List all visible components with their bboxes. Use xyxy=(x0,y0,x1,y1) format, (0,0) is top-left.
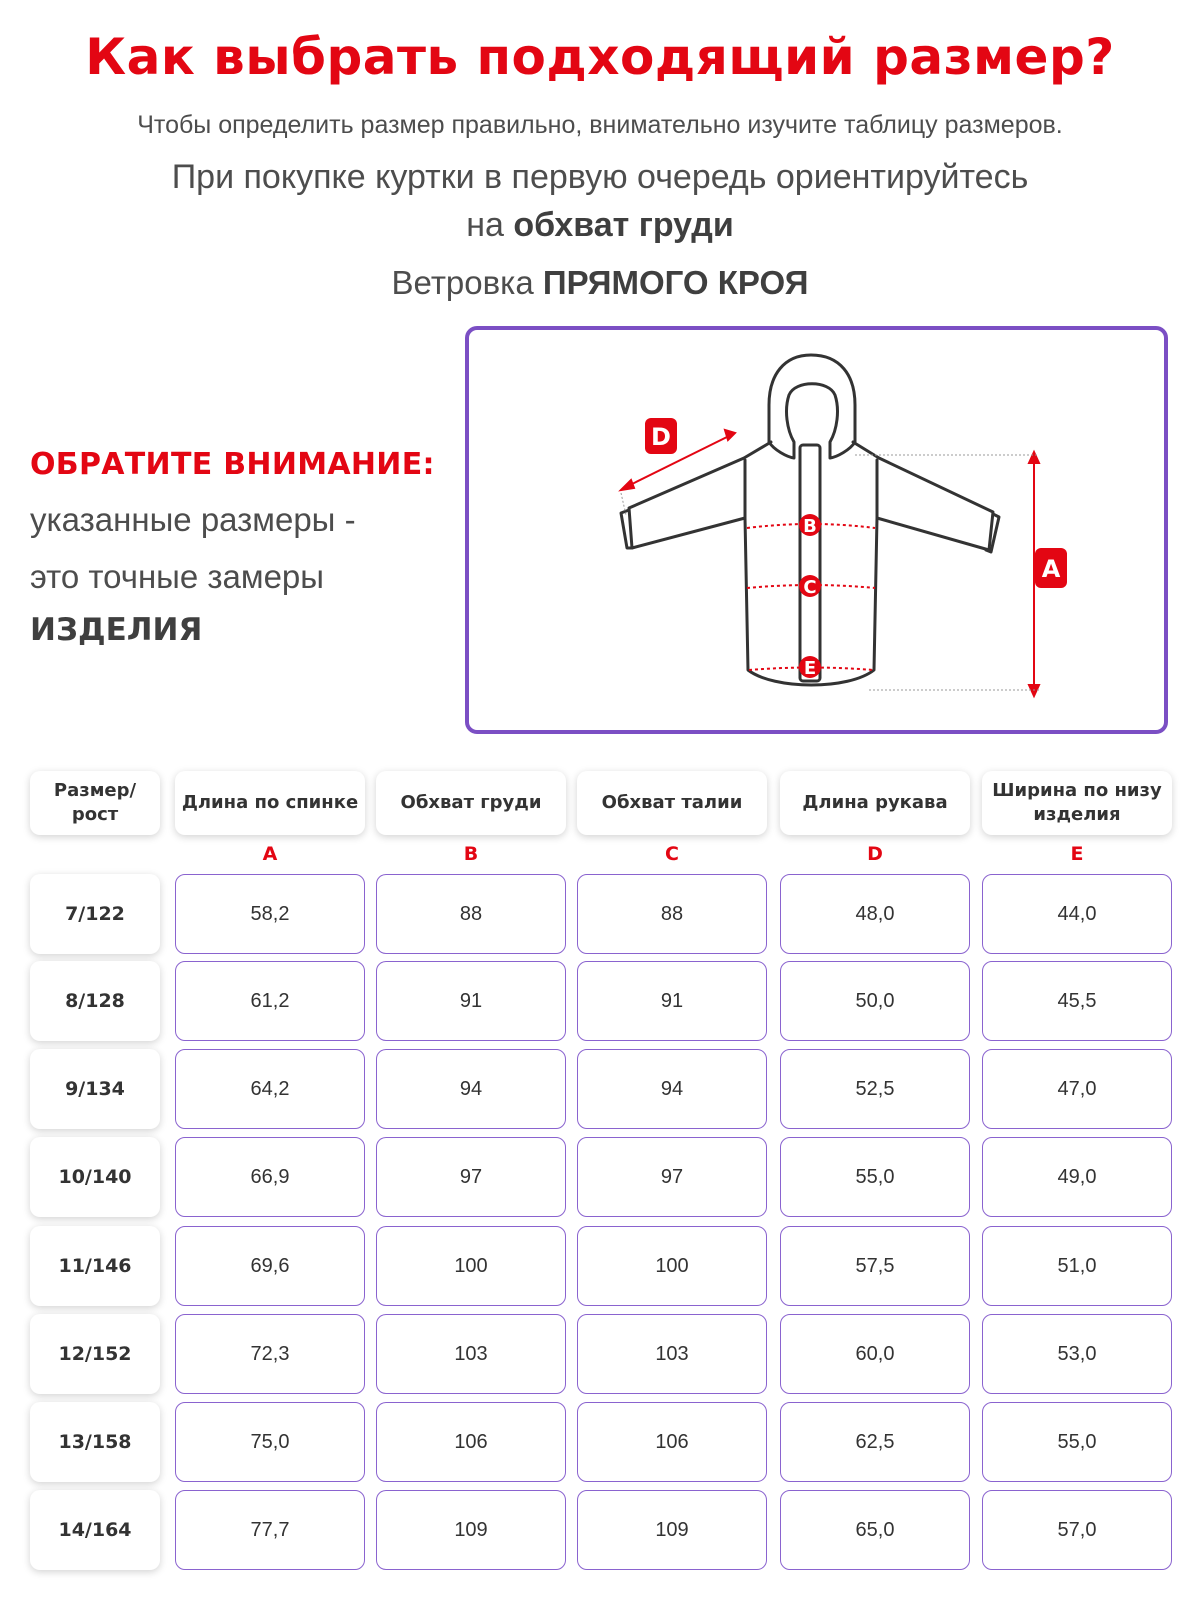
table-cell: 91 xyxy=(577,961,767,1041)
table-cell: 62,5 xyxy=(780,1402,970,1482)
table-cell: 53,0 xyxy=(982,1314,1172,1394)
table-cell: 51,0 xyxy=(982,1226,1172,1306)
row-size-label: 7/122 xyxy=(30,874,160,954)
table-cell: 109 xyxy=(577,1490,767,1570)
row-size-label: 13/158 xyxy=(30,1402,160,1482)
table-cell: 91 xyxy=(376,961,566,1041)
table-cell: 77,7 xyxy=(175,1490,365,1570)
row-size-label: 11/146 xyxy=(30,1226,160,1306)
header-waist: Обхват талии xyxy=(577,771,767,835)
row-size-label: 12/152 xyxy=(30,1314,160,1394)
header-hem-width: Ширина по низу изделия xyxy=(982,771,1172,835)
table-cell: 97 xyxy=(577,1137,767,1217)
table-cell: 69,6 xyxy=(175,1226,365,1306)
table-cell: 66,9 xyxy=(175,1137,365,1217)
table-cell: 97 xyxy=(376,1137,566,1217)
table-cell: 57,0 xyxy=(982,1490,1172,1570)
page-title: Как выбрать подходящий размер? xyxy=(85,28,1115,86)
table-cell: 103 xyxy=(577,1314,767,1394)
cut-type-prefix: Ветровка xyxy=(391,264,534,301)
guide-lines xyxy=(621,455,1039,690)
attention-line3: ИЗДЕЛИЯ xyxy=(30,612,203,648)
column-letter-e: E xyxy=(1070,843,1084,865)
label-e: E xyxy=(803,658,817,679)
label-d: D xyxy=(651,423,671,451)
table-cell: 72,3 xyxy=(175,1314,365,1394)
table-cell: 61,2 xyxy=(175,961,365,1041)
attention-heading: ОБРАТИТЕ ВНИМАНИЕ: xyxy=(30,447,435,482)
label-c: C xyxy=(803,577,817,598)
cut-type-bold: ПРЯМОГО КРОЯ xyxy=(542,264,809,301)
table-cell: 48,0 xyxy=(780,874,970,954)
header-sleeve: Длина рукава xyxy=(780,771,970,835)
table-cell: 106 xyxy=(376,1402,566,1482)
table-cell: 57,5 xyxy=(780,1226,970,1306)
row-size-label: 8/128 xyxy=(30,961,160,1041)
attention-line2: это точные замеры xyxy=(30,558,325,595)
table-cell: 75,0 xyxy=(175,1402,365,1482)
table-cell: 60,0 xyxy=(780,1314,970,1394)
table-cell: 103 xyxy=(376,1314,566,1394)
table-cell: 55,0 xyxy=(780,1137,970,1217)
table-cell: 47,0 xyxy=(982,1049,1172,1129)
table-cell: 52,5 xyxy=(780,1049,970,1129)
jacket-illustration xyxy=(469,330,1164,730)
label-a: A xyxy=(1041,555,1061,583)
table-cell: 88 xyxy=(577,874,767,954)
jacket-measurement-diagram xyxy=(465,326,1168,734)
attention-line1: указанные размеры - xyxy=(30,501,356,538)
table-cell: 109 xyxy=(376,1490,566,1570)
table-cell: 94 xyxy=(376,1049,566,1129)
table-cell: 44,0 xyxy=(982,874,1172,954)
row-size-label: 9/134 xyxy=(30,1049,160,1129)
row-size-label: 14/164 xyxy=(30,1490,160,1570)
table-cell: 55,0 xyxy=(982,1402,1172,1482)
table-cell: 58,2 xyxy=(175,874,365,954)
table-cell: 106 xyxy=(577,1402,767,1482)
table-cell: 49,0 xyxy=(982,1137,1172,1217)
row-size-label: 10/140 xyxy=(30,1137,160,1217)
header-chest: Обхват груди xyxy=(376,771,566,835)
table-cell: 94 xyxy=(577,1049,767,1129)
table-cell: 88 xyxy=(376,874,566,954)
lead-line2-bold: обхват груди xyxy=(513,206,734,244)
lead-line2-prefix: на xyxy=(466,206,504,244)
lead-text-line1: При покупке куртки в первую очередь ориентируйтесь xyxy=(171,158,1029,196)
label-b: B xyxy=(803,516,817,537)
page-subtitle: Чтобы определить размер правильно, внимательно изучите таблицу размеров. xyxy=(137,111,1063,139)
table-cell: 65,0 xyxy=(780,1490,970,1570)
attention-note xyxy=(30,447,450,648)
column-letter-d: D xyxy=(867,843,883,865)
cut-type-line xyxy=(0,264,1200,302)
column-letter-b: B xyxy=(463,843,479,865)
column-letter-a: A xyxy=(262,843,278,865)
header-size: Размер/ рост xyxy=(30,771,160,835)
table-cell: 64,2 xyxy=(175,1049,365,1129)
table-cell: 50,0 xyxy=(780,961,970,1041)
table-cell: 100 xyxy=(376,1226,566,1306)
measurement-lines xyxy=(621,430,1039,696)
column-letter-c: C xyxy=(665,843,679,865)
lead-text-line2 xyxy=(0,206,1200,245)
table-cell: 45,5 xyxy=(982,961,1172,1041)
table-cell: 100 xyxy=(577,1226,767,1306)
header-back-length: Длина по спинке xyxy=(175,771,365,835)
